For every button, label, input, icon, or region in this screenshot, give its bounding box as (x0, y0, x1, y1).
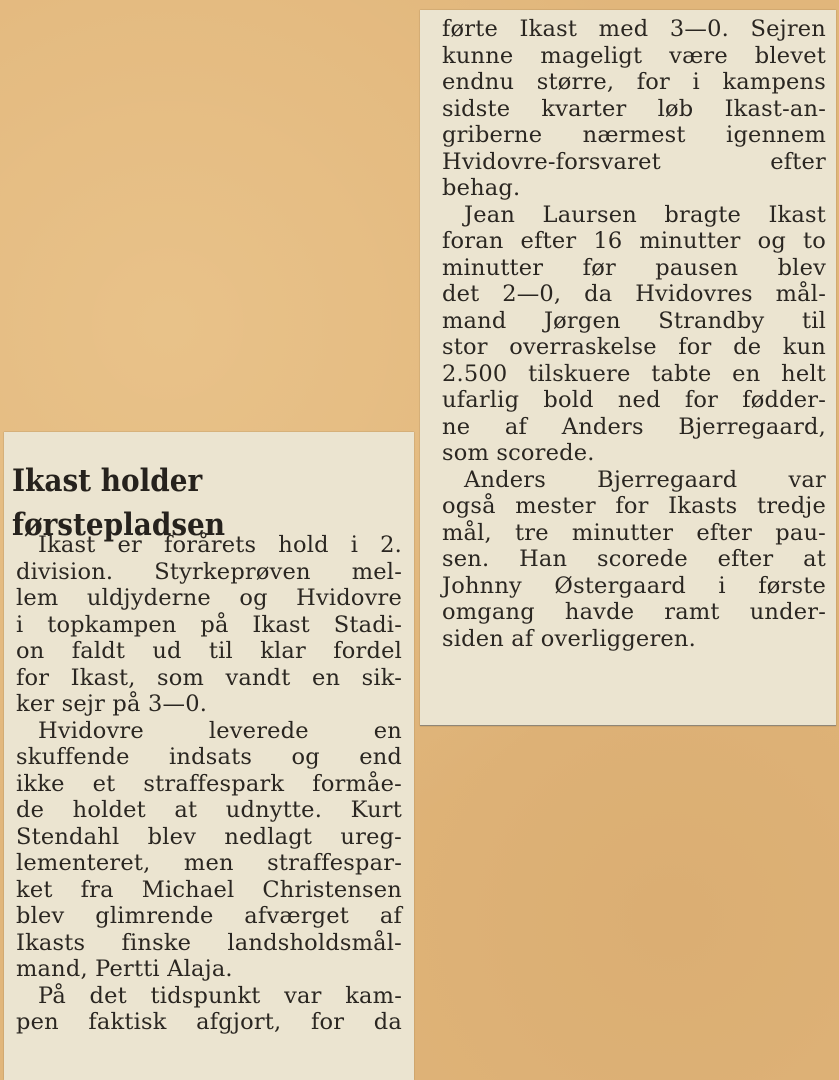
text-line: pen faktisk afgjort, for da (16, 1009, 402, 1035)
text-line: Stendahl blev nedlagt ureg- (16, 823, 402, 850)
text-line: sidste kvarter løb Ikast-an- (442, 95, 826, 122)
text-line: Anders Bjerregaard var (464, 466, 826, 493)
headline-line: førstepladsen (12, 506, 226, 543)
text-line: skuffende indsats og end (16, 744, 402, 770)
text-line: På det tidspunkt var kam- (38, 982, 402, 1009)
text-line: foran efter 16 minutter og to (442, 228, 826, 254)
text-line: Ikasts finske landsholdsmål- (16, 929, 402, 956)
text-line: mål, tre minutter efter pau- (442, 519, 826, 546)
text-line: omgang havde ramt under- (442, 599, 826, 625)
text-line: endnu større, for i kampens (442, 69, 826, 95)
article-body-left (16, 532, 402, 1036)
text-line: kunne mageligt være blevet (442, 42, 826, 69)
text-line: ker sejr på 3—0. (16, 691, 208, 717)
text-line: blev glimrende afværget af (16, 903, 402, 929)
paragraph (442, 16, 826, 202)
text-line: ufarlig bold ned for fødder- (442, 387, 826, 413)
text-line: som scorede. (442, 440, 595, 466)
text-line: det 2—0, da Hvidovres mål- (442, 281, 826, 307)
text-line: sen. Han scorede efter at (442, 546, 826, 572)
text-line: ne af Anders Bjerregaard, (442, 413, 826, 440)
text-line: on faldt ud til klar fordel (16, 638, 402, 664)
paragraph (442, 467, 826, 653)
text-line: Hvidovre leverede en (38, 717, 402, 744)
clipping-left-column (4, 432, 414, 1080)
headline-line: Ikast holder (12, 462, 203, 499)
text-line: lem uldjyderne og Hvidovre (16, 585, 402, 611)
text-line: Johnny Østergaard i første (442, 572, 826, 599)
text-line: Hvidovre-forsvaret efter (442, 148, 826, 175)
paragraph (16, 718, 402, 983)
text-line: i topkampen på Ikast Stadi- (16, 611, 402, 638)
text-line: minutter før pausen blev (442, 254, 826, 281)
text-line: mand, Pertti Alaja. (16, 956, 233, 982)
text-line: division. Styrkeprøven mel- (16, 558, 402, 585)
text-line: ikke et straffespark formåe- (16, 770, 402, 797)
text-line: også mester for Ikasts tredje (442, 493, 826, 519)
text-line: Ikast er forårets hold i 2. (38, 532, 402, 558)
text-line: mand Jørgen Strandby til (442, 307, 826, 334)
text-line: siden af overliggeren. (442, 625, 696, 652)
text-line: lementeret, men straffespar- (16, 850, 402, 876)
text-line: griberne nærmest igennem (442, 122, 826, 148)
article-body-right (442, 16, 826, 652)
text-line: ket fra Michael Christensen (16, 876, 402, 903)
clipping-right-column (420, 10, 836, 726)
text-line: Jean Laursen bragte Ikast (464, 201, 826, 228)
paragraph (442, 202, 826, 467)
text-line: stor overraskelse for de kun (442, 334, 826, 360)
text-line: for Ikast, som vandt en sik- (16, 664, 402, 691)
text-line: de holdet at udnytte. Kurt (16, 797, 402, 823)
text-line: behag. (442, 175, 521, 201)
paragraph (16, 532, 402, 718)
text-line: førte Ikast med 3—0. Sejren (442, 16, 826, 42)
paragraph (16, 983, 402, 1036)
text-line: 2.500 tilskuere tabte en helt (442, 360, 826, 387)
